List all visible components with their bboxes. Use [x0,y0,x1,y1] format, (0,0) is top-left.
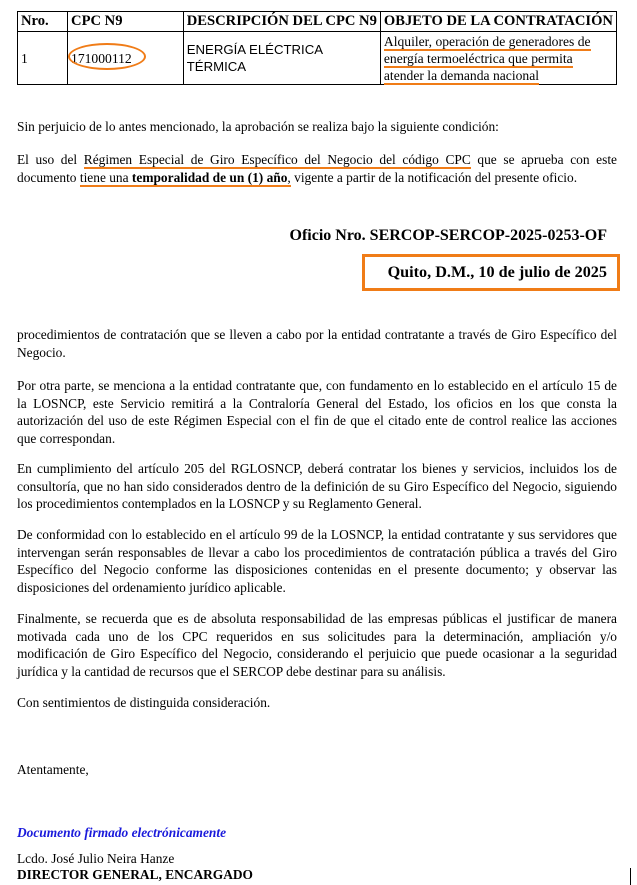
description-line: TÉRMICA [186,59,247,74]
signer-title: DIRECTOR GENERAL, ENCARGADO [17,867,253,882]
cell-description [183,32,380,85]
header-cpc: CPC N9 [68,12,184,32]
header-nro: Nro. [18,12,68,32]
salutation: Atentamente, [17,762,89,777]
temporality-comma: , [287,169,291,185]
paragraph-finally: Finalmente, se recuerda que es de absoluta responsabilidad de las empresas públicas el justificar de manera motivada cada uno de los CPC requeridos en sus solicitudes para la determinación, ampliación y/o modificación de Giro Específico del Negocio, considerando el perjuicio que puede ocasionar a la seguridad jurídica y la cantidad de recursos que el SERCOP debe destinar para su análisis. [17,611,617,679]
signed-note: Documento firmado electrónicamente [17,825,227,840]
paragraph-rglosncp: En cumplimiento del artículo 205 del RGLOSNCP, deberá contratar los bienes y servicios, incluidos los de consultoría, que no han sido considerados dentro de la definición de su Giro Específico del Negocio, siguiendo los procedimientos contemplados en la LOSNCP y su Reglamento General. [17,461,617,512]
condition-paragraph [17,151,617,186]
object-line: Alquiler, operación de generadores de [383,34,591,49]
date-box: Quito, D.M., 10 de julio de 2025 [362,254,620,291]
oficio-number: Oficio Nro. SERCOP-SERCOP-2025-0253-OF [289,227,607,244]
table-row [18,32,617,85]
condition-text: que se aprueba con este documento [17,152,617,185]
intro-paragraph: Sin perjuicio de lo antes mencionado, la aprobación se realiza bajo la siguiente condición: [17,119,499,134]
cell-nro: 1 [18,32,68,85]
object-line: atender la demanda nacional [383,68,540,83]
highlight-oval [68,43,146,70]
closing: Con sentimientos de distinguida consideración. [17,695,271,710]
temporality-highlight [80,170,291,187]
cpc-code: 171000112 [71,50,132,66]
condition-text: El uso del [17,152,84,167]
paragraph-procedures: procedimientos de contratación que se lleven a cabo por la entidad contratante a través de Giro Específico del Negocio. [17,327,617,360]
paragraph-article-99: De conformidad con lo establecido en el artículo 99 de la LOSNCP, la entidad contratante y sus servidores que intervengan serán responsables de llevar a cabo los procedimientos de contratación pública a través del Giro Específico del Negocio conforme las disposiciones contenidas en el presente documento; y observar las disposiciones del ordenamiento jurídico aplicable. [17,527,617,595]
table-header-row [18,12,617,32]
description-line: ENERGÍA ELÉCTRICA [186,42,324,57]
page-edge-mark [630,868,631,885]
condition-text: vigente a partir de la notificación del presente oficio. [290,169,578,185]
cell-object [380,32,616,85]
header-description: DESCRIPCIÓN DEL CPC N9 [183,12,380,32]
cell-cpc [68,32,184,85]
header-object: OBJETO DE LA CONTRATACIÓN [380,12,616,32]
signer-name: Lcdo. José Julio Neira Hanze [17,851,175,866]
temporality-bold: temporalidad de un (1) año [131,169,288,185]
temporality-text: tiene una [79,169,132,185]
paragraph-contraloria: Por otra parte, se menciona a la entidad contratante que, con fundamento en lo establecido en el artículo 15 de la LOSNCP, este Servicio remitirá a la Contraloría General del Estado, los oficios en los que consta la autorización del uso de este Régimen Especial con el fin de que el citado ente de control realice las acciones que correspondan. [17,378,617,446]
object-line: energía termoeléctrica que permita [383,51,573,66]
regime-highlight: Régimen Especial de Giro Específico del Negocio del código CPC [83,152,471,167]
cpc-table [17,11,617,85]
